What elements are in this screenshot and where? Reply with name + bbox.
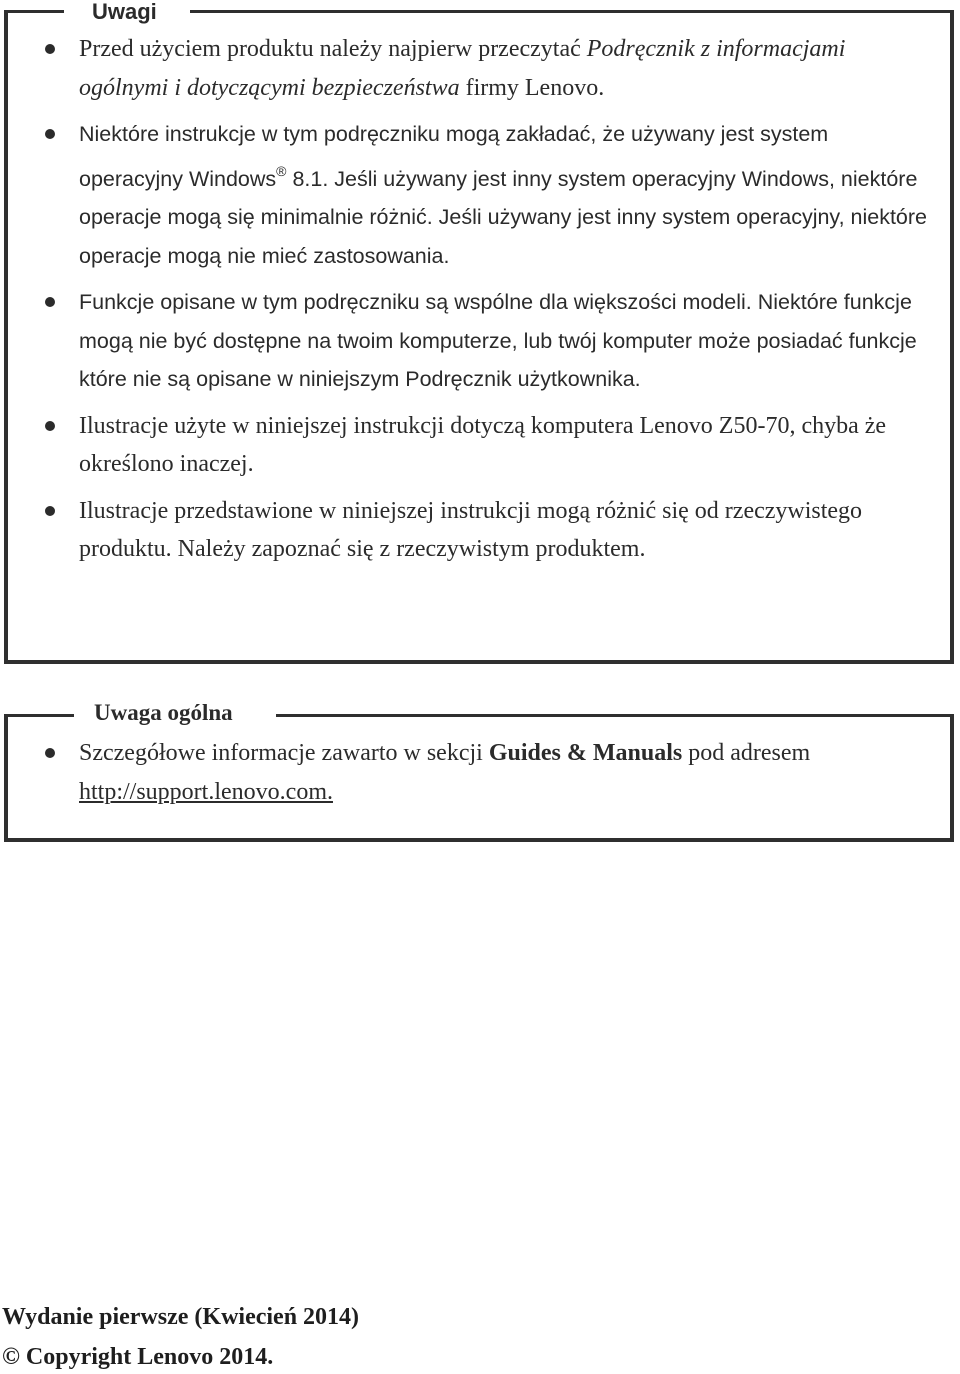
support-link[interactable]: http://support.lenovo.com. (79, 778, 333, 805)
bullet-icon (45, 748, 55, 758)
notes-box (4, 10, 954, 664)
list-item: Niektóre instrukcje w tym podręczniku mogą zakładać, że używany jest system operacyjny Windows® 8.1. Jeśli używany jest inny system operacyjny Windows, niektóre operacje mogą się minimalnie różnić. Jeśli używany jest inny system operacyjny, niektóre operacje mogą nie mieć zastosowania. (8, 115, 950, 275)
notes-title: Uwagi (86, 0, 163, 25)
list-item: Funkcje opisane w tym podręczniku są wspólne dla większości modeli. Niektóre funkcje mogą nie być dostępne na twoim komputerze, lub twój komputer może posiadać funkcje które nie są opisane w niniejszym Podręcznik użytkownika. (8, 283, 950, 399)
edition-text: Wydanie pierwsze (Kwiecień 2014) (2, 1304, 360, 1330)
bullet-icon (45, 297, 55, 307)
copyright-text: © Copyright Lenovo 2014. (2, 1344, 274, 1370)
general-note-box (4, 714, 954, 842)
general-note-list (8, 734, 950, 811)
list-item: Ilustracje użyte w niniejszej instrukcji dotyczą komputera Lenovo Z50-70, chyba że określono inaczej. (8, 407, 950, 484)
bullet-icon (45, 421, 55, 431)
bullet-icon (45, 506, 55, 516)
notes-list (8, 30, 950, 569)
list-item: Szczegółowe informacje zawarto w sekcji Guides & Manuals pod adresem http://support.lenovo.com. (8, 734, 950, 811)
list-item: Ilustracje przedstawione w niniejszej instrukcji mogą różnić się od rzeczywistego produktu. Należy zapoznać się z rzeczywistym produktem. (8, 492, 950, 569)
list-item: Przed użyciem produktu należy najpierw przeczytać Podręcznik z informacjami ogólnymi i dotyczącymi bezpieczeństwa firmy Lenovo. (8, 30, 950, 107)
bullet-icon (45, 44, 55, 54)
bullet-icon (45, 129, 55, 139)
general-note-title: Uwaga ogólna (88, 700, 239, 726)
